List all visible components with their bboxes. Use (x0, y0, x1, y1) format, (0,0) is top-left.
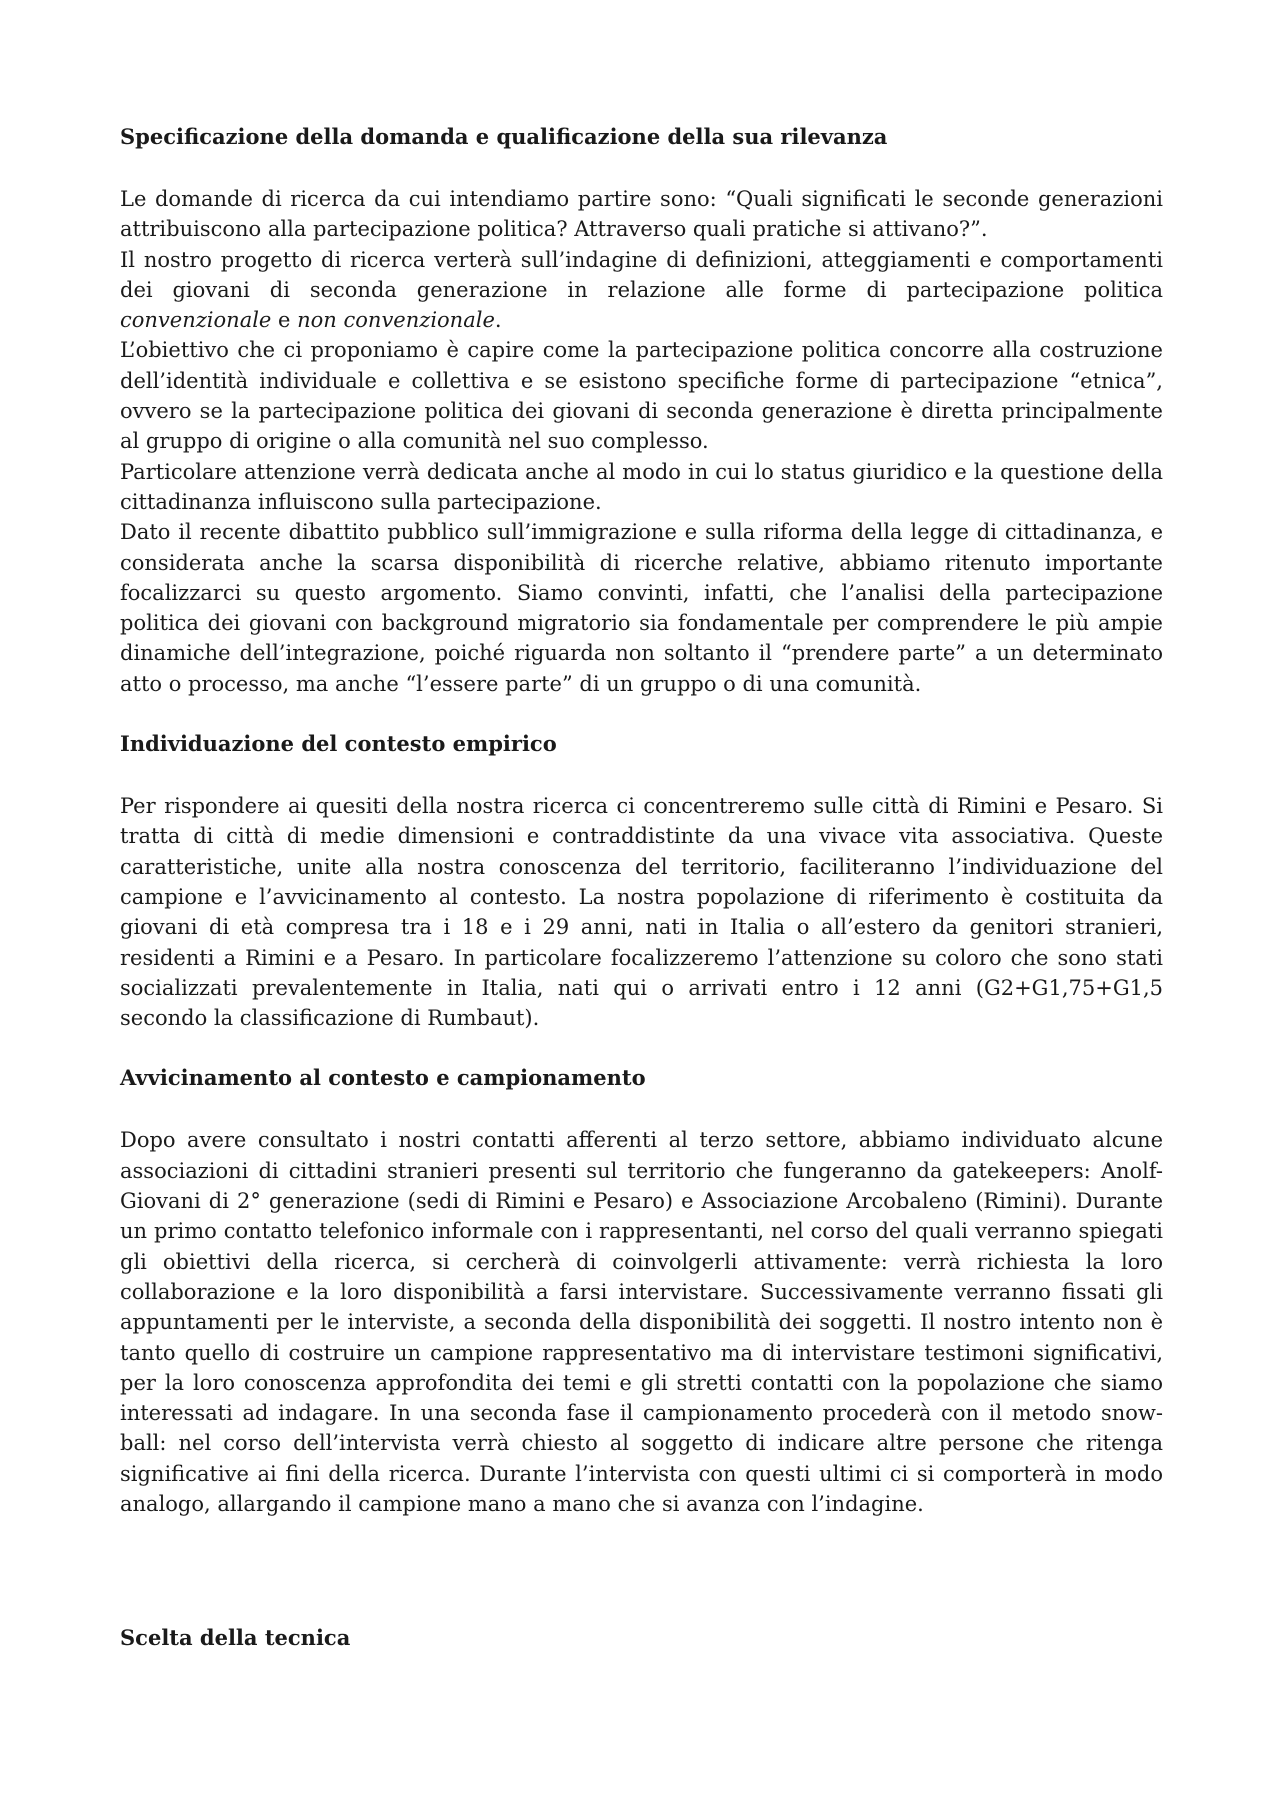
paragraph-objective: L’obiettivo che ci proponiamo è capire come la partecipazione politica concorre alla costruzione dell’identità individuale e collettiva e se esistono specifiche forme di partecipazione “etnica”, ovvero se la partecipazione politica dei giovani di seconda generazione è diretta principalmente al gruppo di origine o alla comunità nel suo complesso. (120, 338, 1163, 454)
paragraph-research-questions: Le domande di ricerca da cui intendiamo partire sono: “Quali significati le seconde generazioni attribuiscono alla partecipazione politica? Attraverso quali pratiche si attivano?”. (120, 187, 1163, 242)
section-heading-contesto: Individuazione del contesto empirico (120, 731, 557, 757)
section-heading-tecnica: Scelta della tecnica (120, 1625, 351, 1651)
emphasis-non-convenzionale: non convenzionale (297, 308, 495, 333)
paragraph-project-focus (120, 245, 1163, 336)
document-page (120, 122, 1163, 1653)
paragraph-motivation: Dato il recente dibattito pubblico sull’immigrazione e sulla riforma della legge di cittadinanza, e considerata anche la scarsa disponibilità di ricerche relative, abbiamo ritenuto importante focalizzarci su questo argomento. Siamo convinti, infatti, che l’analisi della partecipazione politica dei giovani con background migratorio sia fondamentale per comprendere le più ampie dinamiche dell’integrazione, poiché riguarda non soltanto il “prendere parte” a un determinato atto o processo, ma anche “l’essere parte” di un gruppo o di una comunità. (120, 520, 1163, 696)
section-heading-domanda: Specificazione della domanda e qualificazione della sua rilevanza (120, 124, 888, 149)
paragraph-text: e (271, 308, 298, 333)
paragraph-text: Il nostro progetto di ricerca verterà sull’indagine di definizioni, atteggiamenti e comportamenti dei giovani di seconda generazione in relazione alle forme di partecipazione politica (120, 247, 1163, 302)
paragraph-empirical-context: Per rispondere ai quesiti della nostra ricerca ci concentreremo sulle città di Rimini e Pesaro. Si tratta di città di medie dimensioni e contraddistinte da una vivace vita associativa. Queste caratteristiche, unite alla nostra conoscenza del territorio, faciliteranno l’individuazione del campione e l’avvicinamento al contesto. La nostra popolazione di riferimento è costituita da giovani di età compresa tra i 18 e i 29 anni, nati in Italia o all’estero da genitori stranieri, residenti a Rimini e a Pesaro. In particolare focalizzeremo l’attenzione su coloro che sono stati socializzati prevalentemente in Italia, nati qui o arrivati entro i 12 anni (G2+G1,75+G1,5 secondo la classificazione di Rumbaut). (120, 794, 1163, 1031)
paragraph-citizenship: Particolare attenzione verrà dedicata anche al modo in cui lo status giuridico e la questione della cittadinanza influiscono sulla partecipazione. (120, 459, 1163, 514)
section-heading-campionamento: Avvicinamento al contesto e campionamento (120, 1065, 646, 1091)
paragraph-sampling: Dopo avere consultato i nostri contatti afferenti al terzo settore, abbiamo individuato alcune associazioni di cittadini stranieri presenti sul territorio che fungeranno da gatekeepers: Anolf-Giovani di 2° generazione (sedi di Rimini e Pesaro) e Associazione Arcobaleno (Rimini). Durante un primo contatto telefonico informale con i rappresentanti, nel corso del quali verranno spiegati gli obiettivi della ricerca, si cercherà di coinvolgerli attivamente: verrà richiesta la loro collaborazione e la loro disponibilità a farsi intervistare. Successivamente verranno fissati gli appuntamenti per le interviste, a seconda della disponibilità dei soggetti. Il nostro intento non è tanto quello di costruire un campione rappresentativo ma di intervistare testimoni significativi, per la loro conoscenza approfondita dei temi e gli stretti contatti con la popolazione che siamo interessati ad indagare. In una seconda fase il campionamento procederà con il metodo snow-ball: nel corso dell’intervista verrà chiesto al soggetto di indicare altre persone che ritenga significative ai fini della ricerca. Durante l’intervista con questi ultimi ci si comporterà in modo analogo, allargando il campione mano a mano che si avanza con l’indagine. (120, 1128, 1163, 1516)
emphasis-convenzionale: convenzionale (120, 308, 272, 333)
paragraph-text: . (494, 308, 502, 333)
